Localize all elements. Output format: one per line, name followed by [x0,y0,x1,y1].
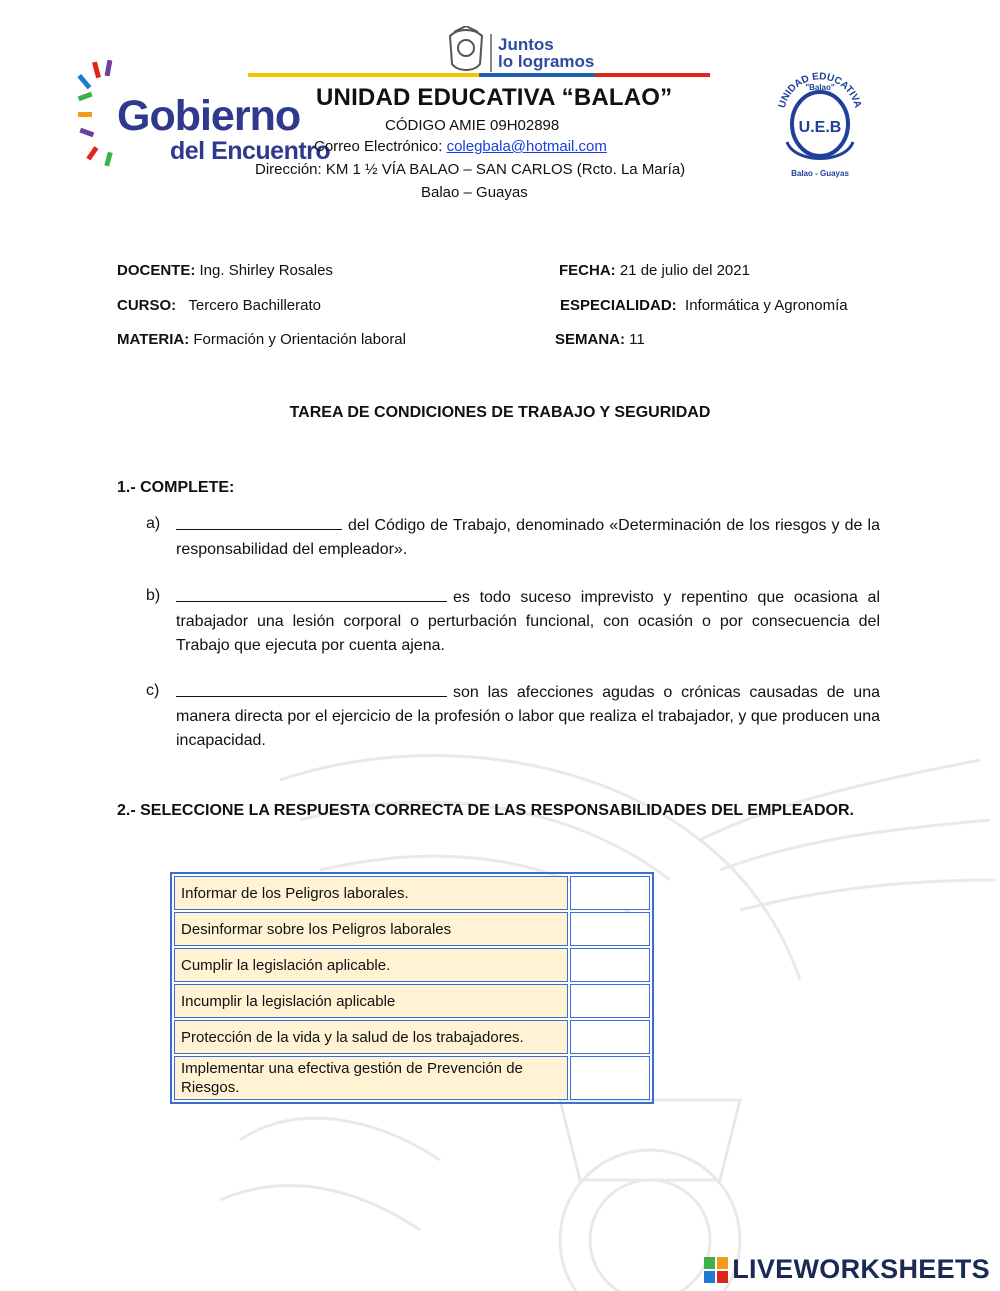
item-b-text: es todo suceso imprevisto y repentino que ocasiona al trabajador una lesión corporal o perturbación funcional, con ocasión o por consecuencia del Trabajo que ejecuta por cuenta ajena. [176,585,880,658]
option-text: Desinformar sobre los Peligros laborales [174,912,568,946]
liveworksheets-logo [704,1254,990,1285]
email-label: Correo Electrónico: [314,138,443,155]
especialidad-field: ESPECIALIDAD: Informática y Agronomía [560,297,848,314]
liveworksheets-brand: LIVEWORKSHEETS [732,1254,990,1284]
svg-text:Balao - Guayas: Balao - Guayas [791,169,849,178]
svg-text:"Balao": "Balao" [805,83,835,92]
svg-text:U.E.B: U.E.B [798,119,842,136]
email-line [314,138,607,155]
svg-text:UNIDAD EDUCATIVA: UNIDAD EDUCATIVA [776,71,864,110]
option-text: Implementar una efectiva gestión de Prevención de Riesgos. [174,1056,568,1100]
emblem-divider [490,34,492,72]
table-row [174,1056,650,1100]
worksheet-title: TAREA DE CONDICIONES DE TRABAJO Y SEGURIDAD [289,404,711,421]
answer-box[interactable] [570,876,650,910]
option-text: Protección de la vida y la salud de los trabajadores. [174,1020,568,1054]
option-text: Cumplir la legislación aplicable. [174,948,568,982]
answer-box[interactable] [570,948,650,982]
liveworksheets-blocks-icon [704,1257,728,1283]
item-a-text: del Código de Trabajo, denominado «Determinación de los riesgos y de la responsabilidad del empleador». [176,513,880,562]
item-b-label: b) [146,587,161,604]
option-text: Informar de los Peligros laborales. [174,876,568,910]
school-crest-logo [775,52,865,182]
section1-heading: 1.- COMPLETE: [117,479,235,496]
gobierno-logo-main: Gobierno [117,92,301,140]
national-slogan: Juntos lo logramos [498,35,595,71]
option-text: Incumplir la legislación aplicable [174,984,568,1018]
school-name: UNIDAD EDUCATIVA “BALAO” [316,84,673,111]
semana-field: SEMANA: 11 [555,331,645,348]
answer-box[interactable] [570,984,650,1018]
answer-box[interactable] [570,1020,650,1054]
materia-field: MATERIA: Formación y Orientación laboral [117,331,406,348]
table-row [174,984,650,1018]
gobierno-logo-sub: del Encuentro [170,137,331,165]
table-row [174,1020,650,1054]
docente-field: DOCENTE: Ing. Shirley Rosales [117,262,333,279]
item-c-label: c) [146,682,160,699]
table-row [174,912,650,946]
fecha-field: FECHA: 21 de julio del 2021 [559,262,750,279]
curso-field: CURSO: Tercero Bachillerato [117,297,321,314]
item-a-label: a) [146,515,161,532]
fill-blank-b[interactable] [176,585,447,602]
table-row [174,876,650,910]
national-emblem-icon [444,26,488,76]
table-row [174,948,650,982]
answer-box[interactable] [570,1056,650,1100]
answer-box[interactable] [570,912,650,946]
fill-blank-a[interactable] [176,513,342,530]
school-city: Balao – Guayas [421,184,528,201]
email-link[interactable]: colegbala@hotmail.com [446,138,607,155]
flag-color-bar [248,73,710,77]
options-table [170,872,654,1104]
amie-code: CÓDIGO AMIE 09H02898 [385,117,560,134]
school-address: Dirección: KM 1 ½ VÍA BALAO – SAN CARLOS (Rcto. La María) [255,161,686,178]
section2-heading: 2.- SELECCIONE LA RESPUESTA CORRECTA DE LAS RESPONSABILIDADES DEL EMPLEADOR. [117,802,854,819]
fill-blank-c[interactable] [176,680,447,697]
item-c-text: son las afecciones agudas o crónicas causadas de una manera directa por el ejercicio de la profesión o labor que realiza el trabajador, y que producen una incapacidad. [176,680,880,753]
